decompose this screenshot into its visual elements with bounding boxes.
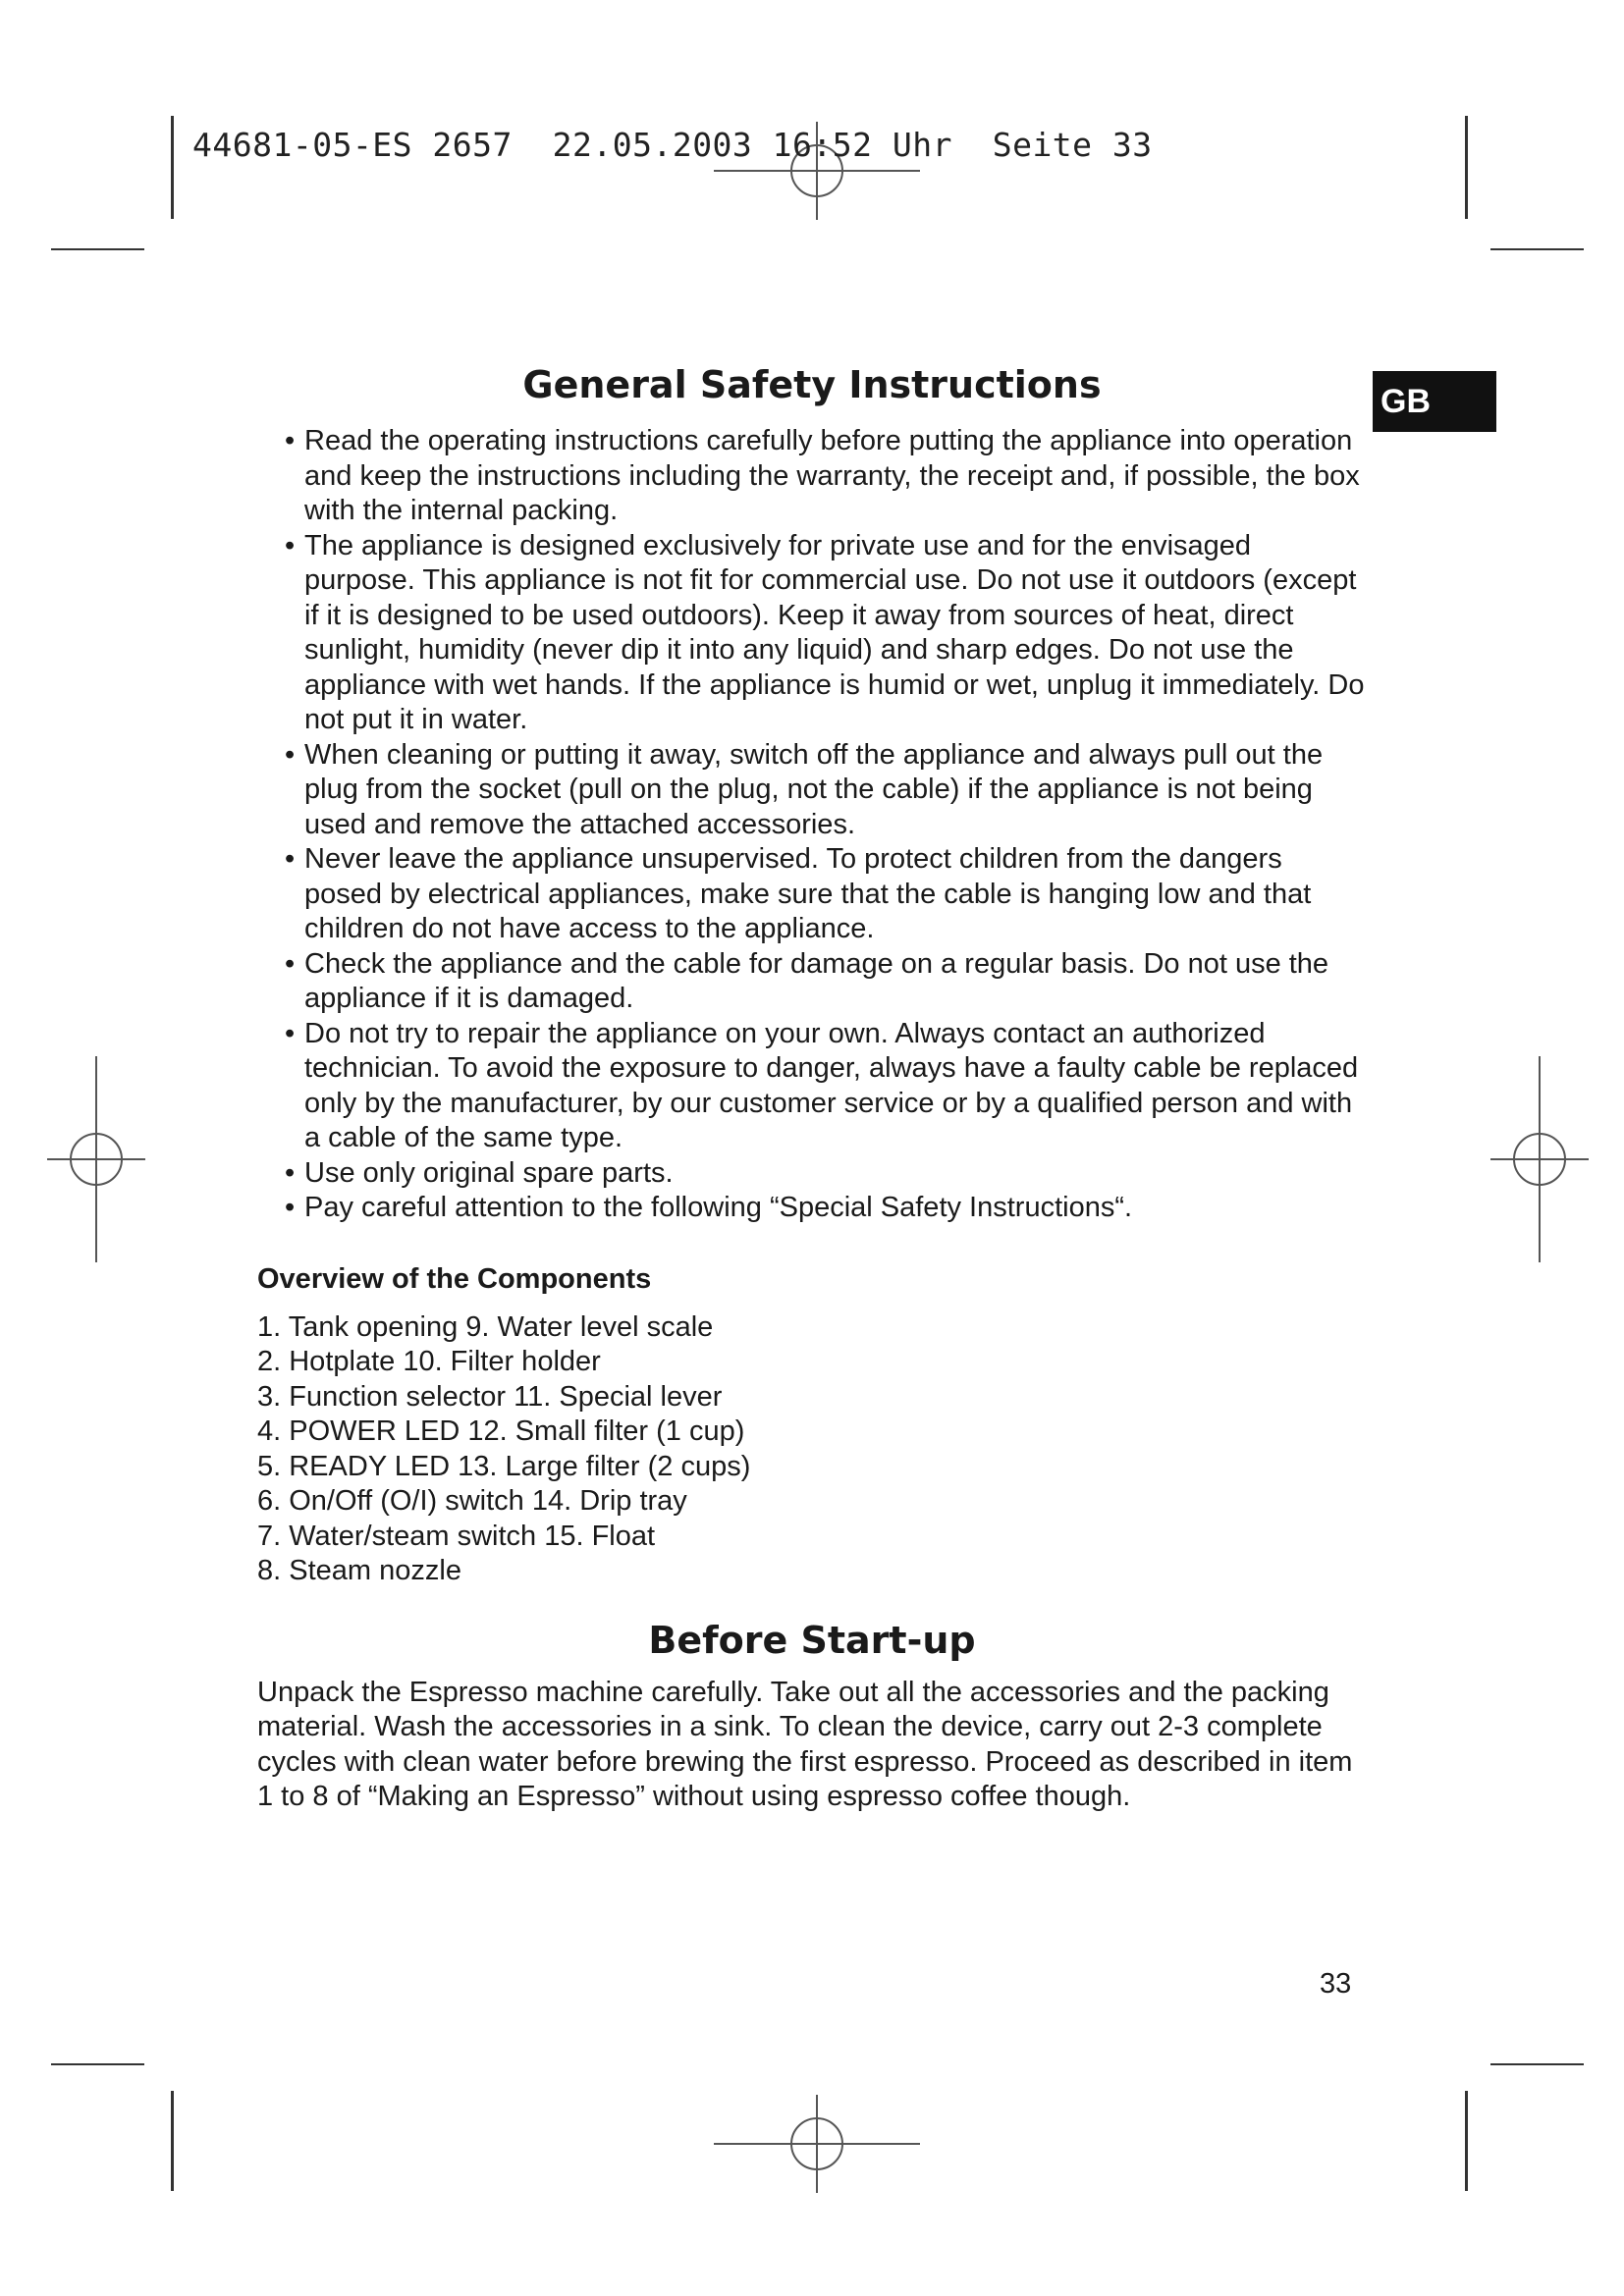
page-content [257, 361, 1367, 1815]
list-item: • Pay careful attention to the following “Special Safety Instructions“. [285, 1192, 1133, 1223]
list-item: • The appliance is designed exclusively for private use and for the envisaged purpose. This appliance is not fit for commercial use. Do not use it outdoors (except if it is designed to be used outdoors). Keep it away from sources of heat, direct sunlight, humidity (never dip it into any liquid) and sharp edges. Do not use the appliance with wet hands. If the appliance is humid or wet, unplug it immediately. Do not put it in water. [285, 529, 1365, 735]
list-item: 3. Function selector 11. Special lever [257, 1380, 723, 1413]
list-item: 1. Tank opening 9. Water level scale [257, 1310, 714, 1343]
components-section-title: Overview of the Components [257, 1262, 652, 1295]
crop-mark-top-left-horizontal [51, 248, 144, 250]
startup-section-title: Before Start-up [648, 1618, 976, 1662]
list-item: 7. Water/steam switch 15. Float [257, 1520, 656, 1552]
registration-mark-bottom-icon [712, 2093, 922, 2195]
startup-paragraph: Unpack the Espresso machine carefully. Take out all the accessories and the packing material. Wash the accessories in a sink. To clean the device, carry out 2-3 complete cycles with clean water before brewing the first espresso. Proceed as described in item 1 to 8 of “Making an Espresso” without using espresso coffee though. [257, 1676, 1353, 1812]
components-list [257, 1310, 1367, 1589]
crop-mark-bottom-left-horizontal [51, 2063, 144, 2065]
crop-mark-top-right-vertical [1465, 116, 1468, 219]
crop-mark-top-left-vertical [171, 116, 174, 219]
list-item: • Do not try to repair the appliance on your own. Always contact an authorized technician. To avoid the exposure to danger, always have a faulty cable be replaced only by the manufacturer, by our customer service or by a qualified person and with a cable of the same type. [285, 1017, 1359, 1153]
list-item: • Never leave the appliance unsupervised. To protect children from the dangers posed by electrical appliances, make sure that the cable is hanging low and that children do not have access to the appliance. [285, 843, 1312, 944]
list-item: 8. Steam nozzle [257, 1555, 461, 1586]
safety-instructions-list [257, 424, 1367, 1226]
list-item: • Read the operating instructions carefully before putting the appliance into operation and keep the instructions including the warranty, the receipt and, if possible, the box with the internal packing. [285, 425, 1360, 526]
list-item: 5. READY LED 13. Large filter (2 cups) [257, 1450, 751, 1482]
safety-section-title: General Safety Instructions [522, 363, 1102, 406]
list-item: • Check the appliance and the cable for damage on a regular basis. Do not use the appliance if it is damaged. [285, 947, 1329, 1014]
page-number: 33 [1320, 1968, 1352, 2000]
crop-mark-bottom-right-vertical [1465, 2091, 1468, 2191]
crop-mark-bottom-left-vertical [171, 2091, 174, 2191]
list-item: • Use only original spare parts. [285, 1156, 674, 1189]
list-item: 4. POWER LED 12. Small filter (1 cup) [257, 1415, 745, 1447]
registration-mark-right-icon [1489, 1054, 1591, 1264]
list-item: 6. On/Off (O/I) switch 14. Drip tray [257, 1485, 687, 1517]
print-slug-header: 44681-05-ES 2657 22.05.2003 16:52 Uhr Seite 33 [192, 126, 1153, 164]
language-tab: GB [1373, 371, 1496, 432]
list-item: • When cleaning or putting it away, switch off the appliance and always pull out the plug from the socket (pull on the plug, not the cable) if the appliance is not being used and remove the attached accessories. [285, 738, 1324, 840]
list-item: 2. Hotplate 10. Filter holder [257, 1346, 601, 1377]
registration-mark-left-icon [45, 1054, 147, 1264]
crop-mark-top-right-horizontal [1490, 248, 1584, 250]
crop-mark-bottom-right-horizontal [1490, 2063, 1584, 2065]
